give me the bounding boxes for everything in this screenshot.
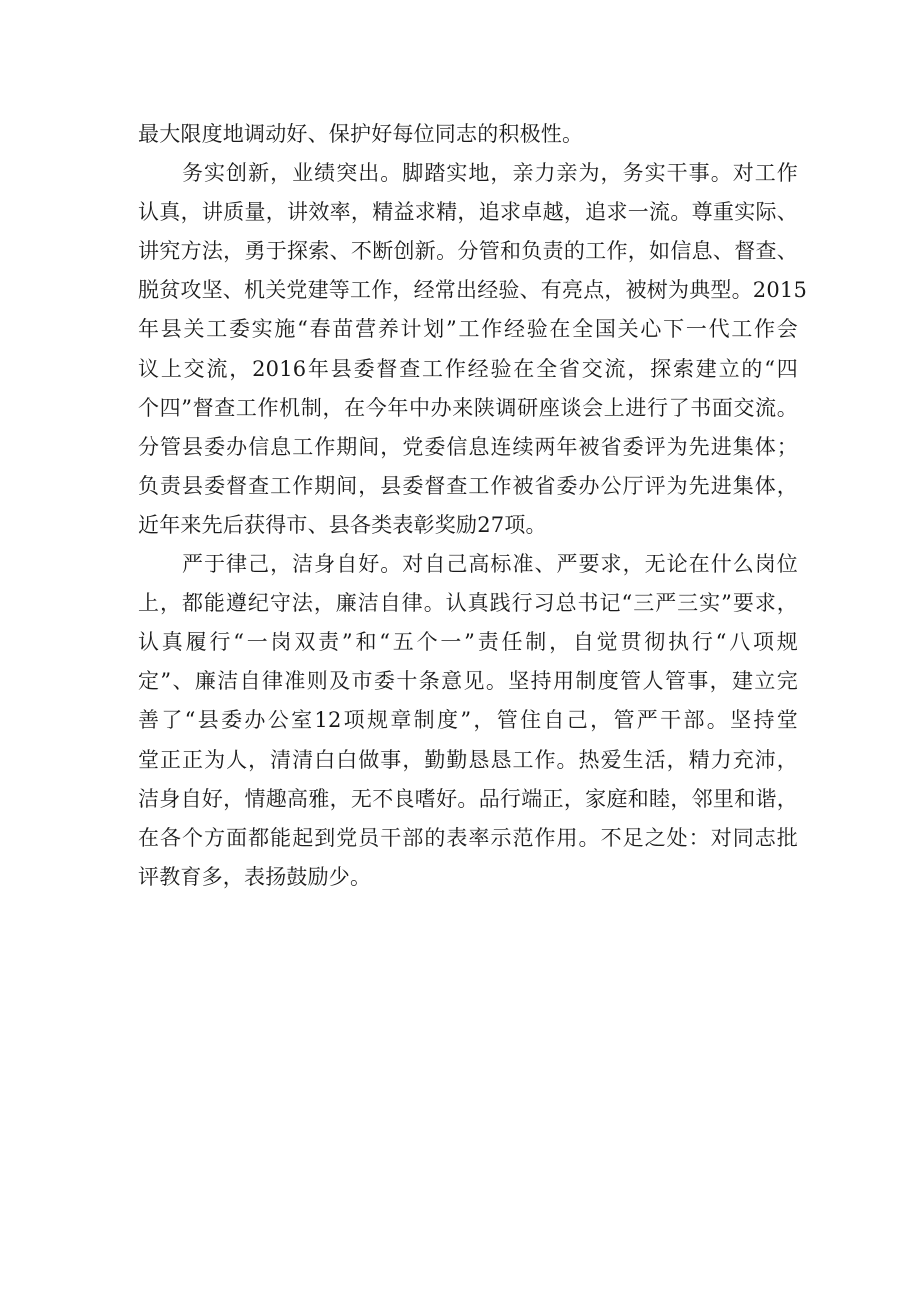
paragraph-2-line-4: 脱贫攻坚、机关党建等工作，经常出经验、有亮点，被树为典型。2015 — [138, 278, 808, 303]
paragraph-3-line-6: 堂正正为人，清清白白做事，勤勤恳恳工作。热爱生活，精力充沛， — [138, 747, 798, 772]
paragraph-3-line-5: 善了“县委办公室12项规章制度”，管住自己，管严干部。坚持堂 — [138, 708, 798, 733]
paragraph-2-line-2: 认真，讲质量，讲效率，精益求精，追求卓越，追求一流。尊重实际、 — [138, 200, 798, 225]
body-text — [138, 115, 808, 897]
paragraph-3-line-1: 严于律己，洁身自好。对自己高标准、严要求，无论在什么岗位 — [182, 552, 798, 577]
paragraph-3-line-9: 评教育多，表扬鼓励少。 — [138, 864, 372, 889]
paragraph-2-line-7: 个四”督查工作机制，在今年中办来陕调研座谈会上进行了书面交流。 — [138, 395, 798, 420]
paragraph-3-line-7: 洁身自好，情趣高雅，无不良嗜好。品行端正，家庭和睦，邻里和谐， — [138, 786, 798, 811]
paragraph-2-line-1: 务实创新，业绩突出。脚踏实地，亲力亲为，务实干事。对工作 — [182, 161, 798, 186]
paragraph-1-line-1: 最大限度地调动好、保护好每位同志的积极性。 — [138, 122, 584, 146]
paragraph-3-line-3: 认真履行“一岗双责”和“五个一”责任制，自觉贯彻执行“八项规 — [138, 630, 798, 655]
paragraph-2-line-3: 讲究方法，勇于探索、不断创新。分管和负责的工作，如信息、督查、 — [138, 239, 798, 264]
paragraph-2-line-9: 负责县委督查工作期间，县委督查工作被省委办公厅评为先进集体， — [138, 473, 798, 498]
paragraph-2-line-10: 近年来先后获得市、县各类表彰奖励27项。 — [138, 512, 547, 537]
paragraph-3-line-2: 上，都能遵纪守法，廉洁自律。认真践行习总书记“三严三实”要求， — [138, 591, 798, 616]
paragraph-3-line-8: 在各个方面都能起到党员干部的表率示范作用。不足之处：对同志批 — [138, 825, 798, 850]
paragraph-2-line-6: 议上交流，2016年县委督查工作经验在全省交流，探索建立的“四 — [138, 356, 798, 381]
paragraph-2-line-5: 年县关工委实施“春苗营养计划”工作经验在全国关心下一代工作会 — [138, 317, 798, 342]
paragraph-2-line-8: 分管县委办信息工作期间，党委信息连续两年被省委评为先进集体； — [138, 434, 798, 459]
paragraph-3-line-4: 定”、廉洁自律准则及市委十条意见。坚持用制度管人管事，建立完 — [138, 669, 798, 694]
